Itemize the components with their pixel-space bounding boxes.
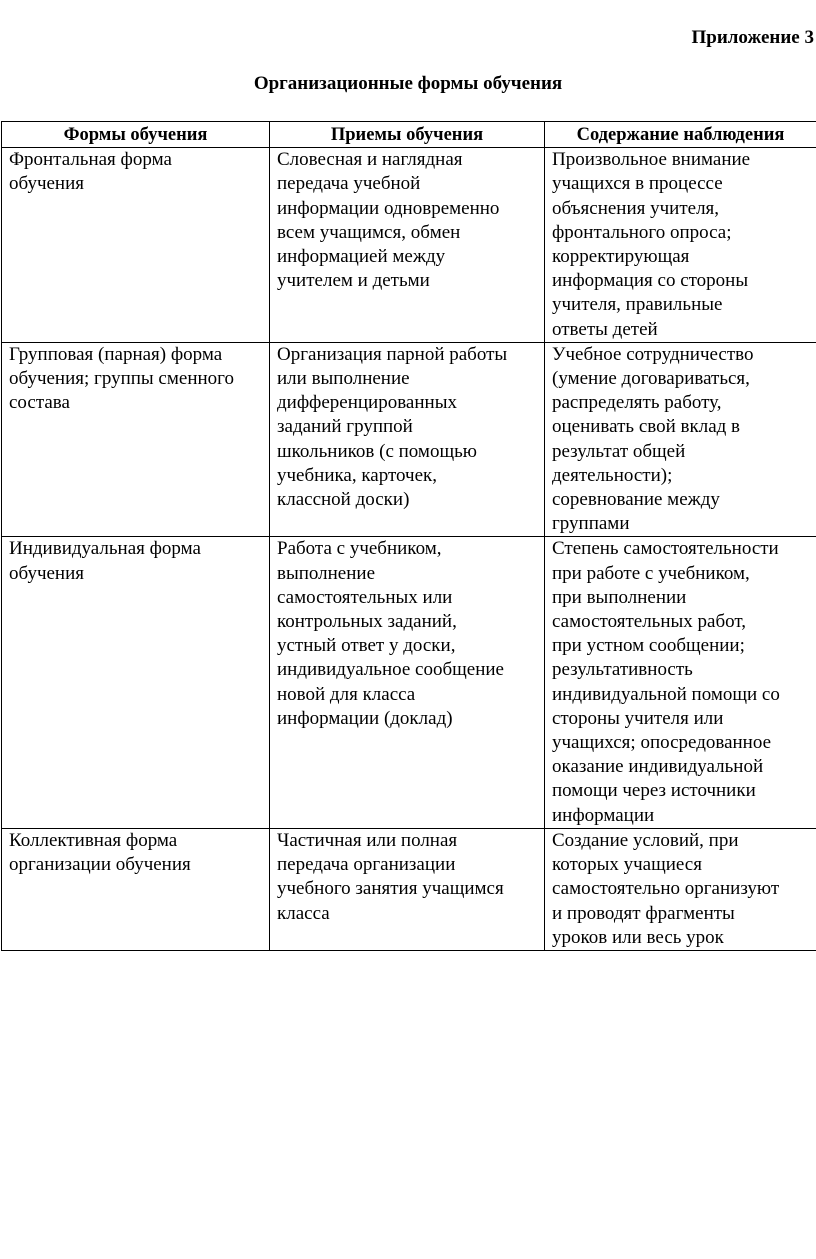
cell-text-line: выполнение — [277, 562, 376, 584]
cell-text-line: при выполнении — [552, 586, 687, 608]
appendix-label: Приложение 3 — [691, 27, 814, 48]
cell-observation — [545, 537, 816, 828]
cell-methods — [270, 342, 545, 537]
cell-text-line: фронтального опроса; — [552, 221, 732, 243]
cell-text-line: школьников (с помощью — [277, 440, 477, 462]
cell-text-line: результат общей — [552, 440, 686, 462]
table-row — [2, 148, 816, 343]
cell-text-line: обучения — [9, 562, 85, 584]
cell-text-line: обучения — [9, 173, 85, 195]
cell-text-line: Степень самостоятельности — [552, 538, 779, 560]
table-row — [2, 828, 816, 950]
cell-text-line: уроков или весь урок — [552, 926, 724, 948]
cell-text-line: информации одновременно — [277, 197, 500, 219]
cell-text-line: учащихся; опосредованное — [552, 732, 772, 754]
cell-text-line: информации — [552, 804, 655, 826]
cell-form — [2, 342, 270, 537]
cell-text-line: (умение договариваться, — [552, 368, 750, 390]
table-row — [2, 342, 816, 537]
cell-observation — [545, 148, 816, 343]
cell-observation — [545, 342, 816, 537]
cell-text-line: оценивать свой вклад в — [552, 416, 741, 438]
cell-text-line: объяснения учителя, — [552, 197, 720, 219]
cell-text-line: информации (доклад) — [277, 707, 453, 729]
cell-text-line: самостоятельных работ, — [552, 611, 746, 633]
header-observation: Содержание наблюдения — [545, 122, 816, 148]
cell-text-line: Произвольное внимание — [552, 149, 751, 171]
cell-form — [2, 828, 270, 950]
cell-text-line: учебника, карточек, — [277, 464, 438, 486]
cell-text-line: передача учебной — [277, 173, 421, 195]
cell-text-line: при устном сообщении; — [552, 635, 745, 657]
cell-text-line: учителя, правильные — [552, 294, 723, 316]
cell-text-line: обучения; группы сменного — [9, 368, 234, 390]
header-methods: Приемы обучения — [270, 122, 545, 148]
cell-text-line: всем учащимся, обмен — [277, 221, 461, 243]
cell-text-line: оказание индивидуальной — [552, 756, 764, 778]
cell-text-line: стороны учителя или — [552, 707, 724, 729]
cell-text-line: заданий группой — [277, 416, 413, 438]
cell-text-line: Групповая (парная) форма — [9, 343, 223, 365]
cell-text-line: Организация парной работы — [277, 343, 508, 365]
cell-methods — [270, 148, 545, 343]
cell-text-line: распределять работу, — [552, 392, 722, 414]
cell-text-line: устный ответ у доски, — [277, 635, 456, 657]
cell-text-line: индивидуальной помощи со — [552, 683, 780, 705]
table-row — [2, 537, 816, 828]
cell-methods — [270, 828, 545, 950]
cell-text-line: передача организации — [277, 854, 456, 876]
cell-form — [2, 148, 270, 343]
cell-text-line: новой для класса — [277, 683, 416, 705]
cell-text-line: организации обучения — [9, 854, 191, 876]
cell-text-line: информацией между — [277, 246, 446, 268]
cell-text-line: дифференцированных — [277, 392, 457, 414]
header-forms: Формы обучения — [2, 122, 270, 148]
cell-form — [2, 537, 270, 828]
cell-text-line: и проводят фрагменты — [552, 902, 735, 924]
cell-text-line: Учебное сотрудничество — [552, 343, 754, 365]
cell-observation — [545, 828, 816, 950]
cell-text-line: группами — [552, 513, 630, 535]
cell-text-line: Работа с учебником, — [277, 538, 442, 560]
cell-methods — [270, 537, 545, 828]
learning-forms-table — [1, 121, 816, 951]
cell-text-line: Фронтальная форма — [9, 149, 172, 171]
cell-text-line: результативность — [552, 659, 693, 681]
cell-text-line: Частичная или полная — [277, 829, 458, 851]
cell-text-line: Индивидуальная форма — [9, 538, 201, 560]
cell-text-line: или выполнение — [277, 368, 410, 390]
cell-text-line: Создание условий, при — [552, 829, 739, 851]
cell-text-line: самостоятельных или — [277, 586, 453, 608]
cell-text-line: при работе с учебником, — [552, 562, 750, 584]
cell-text-line: класса — [277, 902, 330, 924]
cell-text-line: классной доски) — [277, 489, 410, 511]
cell-text-line: учителем и детьми — [277, 270, 430, 292]
cell-text-line: Словесная и наглядная — [277, 149, 463, 171]
cell-text-line: самостоятельно организуют — [552, 878, 780, 900]
document-title: Организационные формы обучения — [253, 73, 563, 94]
cell-text-line: корректирующая — [552, 246, 690, 268]
cell-text-line: деятельности); — [552, 464, 673, 486]
cell-text-line: учащихся в процессе — [552, 173, 723, 195]
cell-text-line: которых учащиеся — [552, 854, 702, 876]
cell-text-line: помощи через источники — [552, 780, 756, 802]
table-header-row — [2, 122, 816, 148]
cell-text-line: соревнование между — [552, 489, 720, 511]
cell-text-line: индивидуальное сообщение — [277, 659, 504, 681]
cell-text-line: Коллективная форма — [9, 829, 178, 851]
cell-text-line: информация со стороны — [552, 270, 749, 292]
cell-text-line: учебного занятия учащимся — [277, 878, 504, 900]
cell-text-line: контрольных заданий, — [277, 611, 457, 633]
cell-text-line: ответы детей — [552, 318, 658, 340]
cell-text-line: состава — [9, 392, 70, 414]
